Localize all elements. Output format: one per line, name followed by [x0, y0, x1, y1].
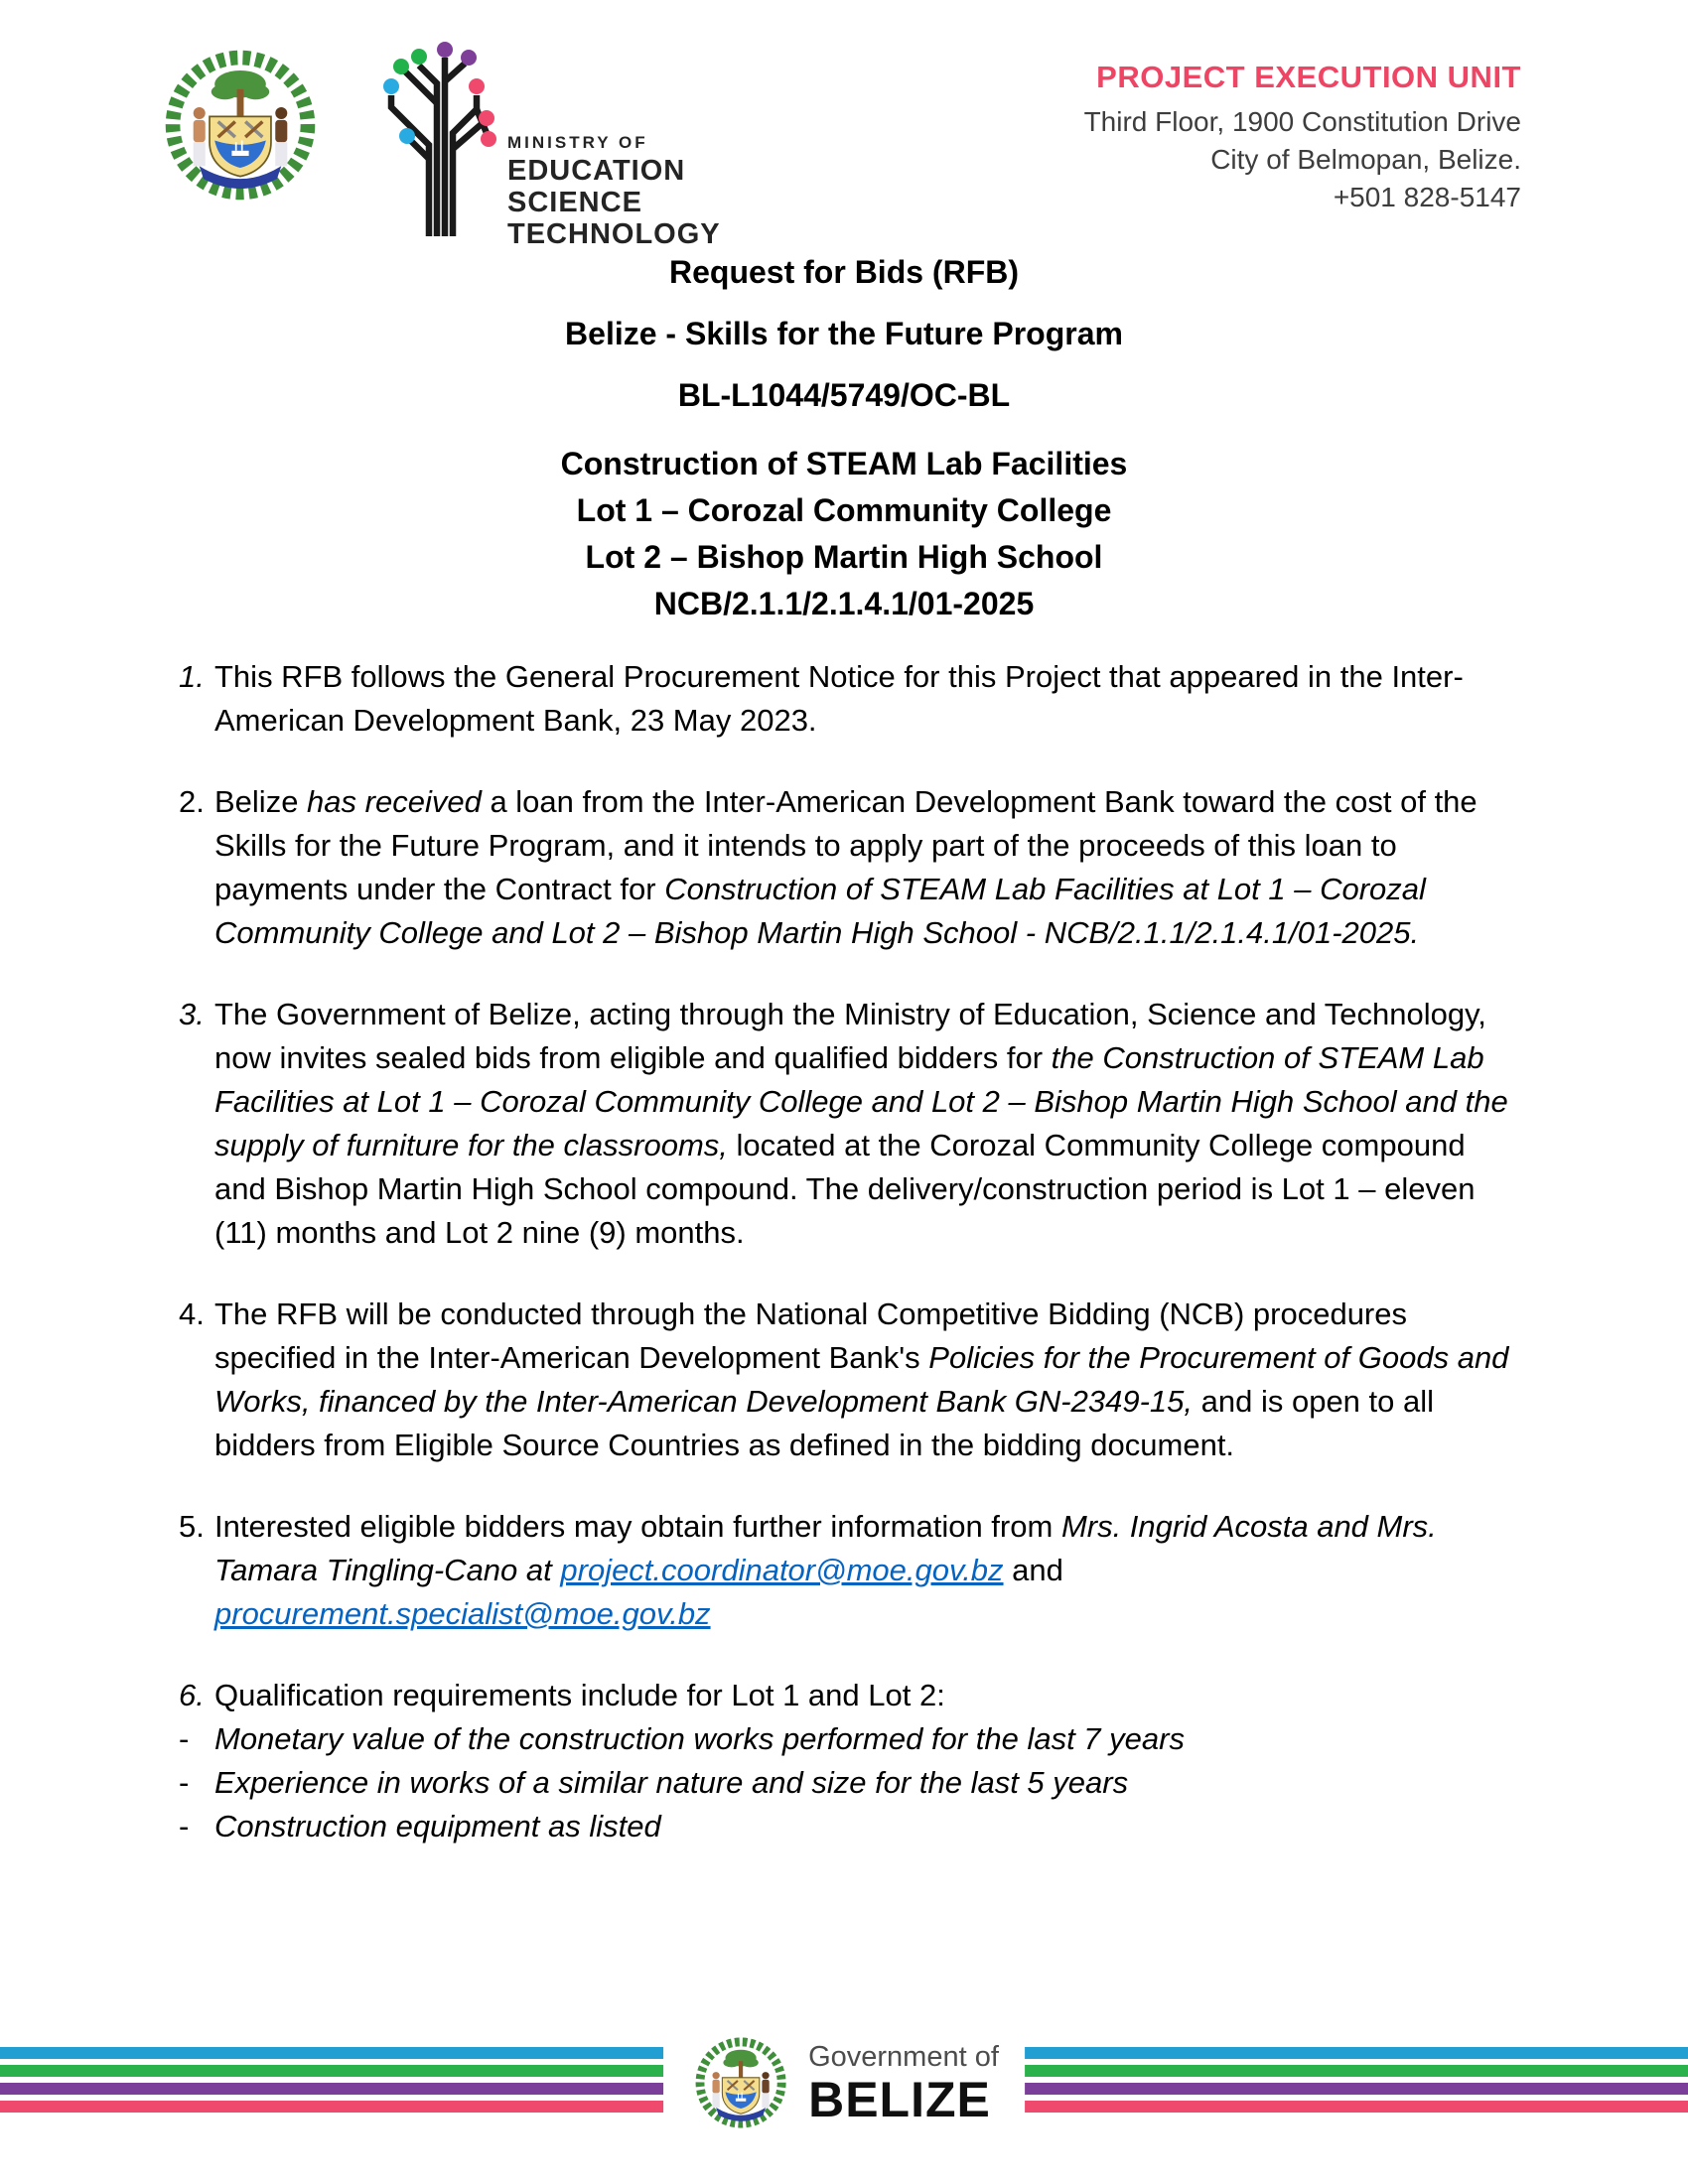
list-item: [179, 1717, 1523, 1761]
page-footer: [0, 2013, 1688, 2184]
paragraph-4-text: The RFB will be conducted through the National Competitive Bidding (NCB) procedures specified in the Inter-American Development Bank's Policies for the Procurement of Goods and Works, financed by the Inter-American Development Bank GN-2349-15, and is open to all bidders from Eligible Source Countries as defined in the bidding document.: [214, 1297, 1509, 1462]
procurement-specialist-email-link[interactable]: procurement.specialist@moe.gov.bz: [214, 1596, 711, 1631]
government-of-belize-logo: [663, 2013, 1025, 2152]
bullet-text: Experience in works of a similar nature and size for the last 5 years: [214, 1765, 1129, 1800]
paragraph-3-text: The Government of Belize, acting through the Ministry of Education, Science and Technology, now invites sealed bids from eligible and qualified bidders for the Construction of STEAM Lab Facilities at Lot 1 – Corozal Community College and Lot 2 – Bishop Martin High School and the supply of furniture for the classrooms, located at the Corozal Community College compound and Bishop Martin High School compound. The delivery/construction period is Lot 1 – eleven (11) months and Lot 2 nine (9) months.: [214, 997, 1508, 1250]
paragraph-6-text: Qualification requirements include for Lot 1 and Lot 2:: [214, 1678, 945, 1712]
paragraph-6: [179, 1674, 1523, 1717]
belize-label: BELIZE: [808, 2071, 991, 2127]
paragraph-1: [179, 655, 1523, 743]
lot1-title: Lot 1 – Corozal Community College: [576, 492, 1112, 528]
document-body: [179, 655, 1523, 1848]
list-number-4: 4.: [179, 1297, 205, 1331]
peu-phone: +501 828-5147: [1333, 182, 1521, 212]
paragraph-4: [179, 1293, 1523, 1467]
project-execution-unit-block: [1084, 60, 1521, 216]
loan-number: BL-L1044/5749/OC-BL: [677, 377, 1011, 413]
list-number-5: 5.: [179, 1509, 205, 1544]
list-number-1: 1.: [179, 659, 205, 694]
peu-address-line2: City of Belmopan, Belize.: [1210, 144, 1521, 175]
technology-label: TECHNOLOGY: [507, 218, 721, 250]
peu-title: PROJECT EXECUTION UNIT: [1096, 60, 1521, 94]
ministry-logo: [328, 38, 721, 250]
lot2-title: Lot 2 – Bishop Martin High School: [585, 539, 1103, 575]
bullet-text: Construction equipment as listed: [214, 1809, 661, 1843]
education-label: EDUCATION: [507, 155, 686, 187]
doc-type-title: Request for Bids (RFB): [669, 254, 1019, 290]
footer-logo-text: [808, 2041, 999, 2125]
belize-footer-emblem-icon: [689, 2031, 792, 2134]
bullet-dash: -: [179, 1765, 190, 1800]
belize-coat-of-arms-icon: [155, 40, 326, 210]
paragraph-2-text: Belize has received a loan from the Inter-American Development Bank toward the cost of the Skills for the Future Program, and it intends to apply part of the proceeds of this loan to payments under the Contract for Construction of STEAM Lab Facilities at Lot 1 – Corozal Community College and Lot 2 – Bishop Martin High School - NCB/2.1.1/2.1.4.1/01-2025.: [214, 784, 1477, 950]
list-number-6: 6.: [179, 1678, 205, 1712]
bullet-text: Monetary value of the construction works performed for the last 7 years: [214, 1721, 1185, 1756]
program-title: Belize - Skills for the Future Program: [565, 316, 1123, 351]
paragraph-2: [179, 780, 1523, 955]
paragraph-3: [179, 993, 1523, 1255]
government-of-label: Government of: [808, 2040, 999, 2073]
project-title: Construction of STEAM Lab Facilities: [560, 446, 1128, 481]
paragraph-1-text: This RFB follows the General Procurement Notice for this Project that appeared in the Inter-American Development Bank, 23 May 2023.: [214, 659, 1464, 738]
ministry-tree-icon: [328, 38, 501, 236]
project-coordinator-email-link[interactable]: project.coordinator@moe.gov.bz: [560, 1553, 1004, 1587]
page-header: [0, 36, 1688, 264]
ministry-of-label: MINISTRY OF: [507, 133, 648, 152]
title-block: [0, 256, 1688, 627]
qualification-bullet-list: [179, 1717, 1523, 1848]
peu-address-line1: Third Floor, 1900 Constitution Drive: [1083, 106, 1521, 137]
ministry-logo-text: [507, 38, 721, 250]
paragraph-5: [179, 1505, 1523, 1636]
list-item: [179, 1805, 1523, 1848]
science-label: SCIENCE: [507, 187, 642, 218]
paragraph-5-text: Interested eligible bidders may obtain further information from Mrs. Ingrid Acosta and Mrs. Tamara Tingling-Cano at project.coordinator@moe.gov.bz and procurement.specialist@moe.gov.bz: [214, 1509, 1437, 1631]
process-number: NCB/2.1.1/2.1.4.1/01-2025: [653, 586, 1035, 621]
list-number-3: 3.: [179, 997, 205, 1031]
list-number-2: 2.: [179, 784, 205, 819]
bullet-dash: -: [179, 1809, 190, 1843]
list-item: [179, 1761, 1523, 1805]
bullet-dash: -: [179, 1721, 190, 1756]
